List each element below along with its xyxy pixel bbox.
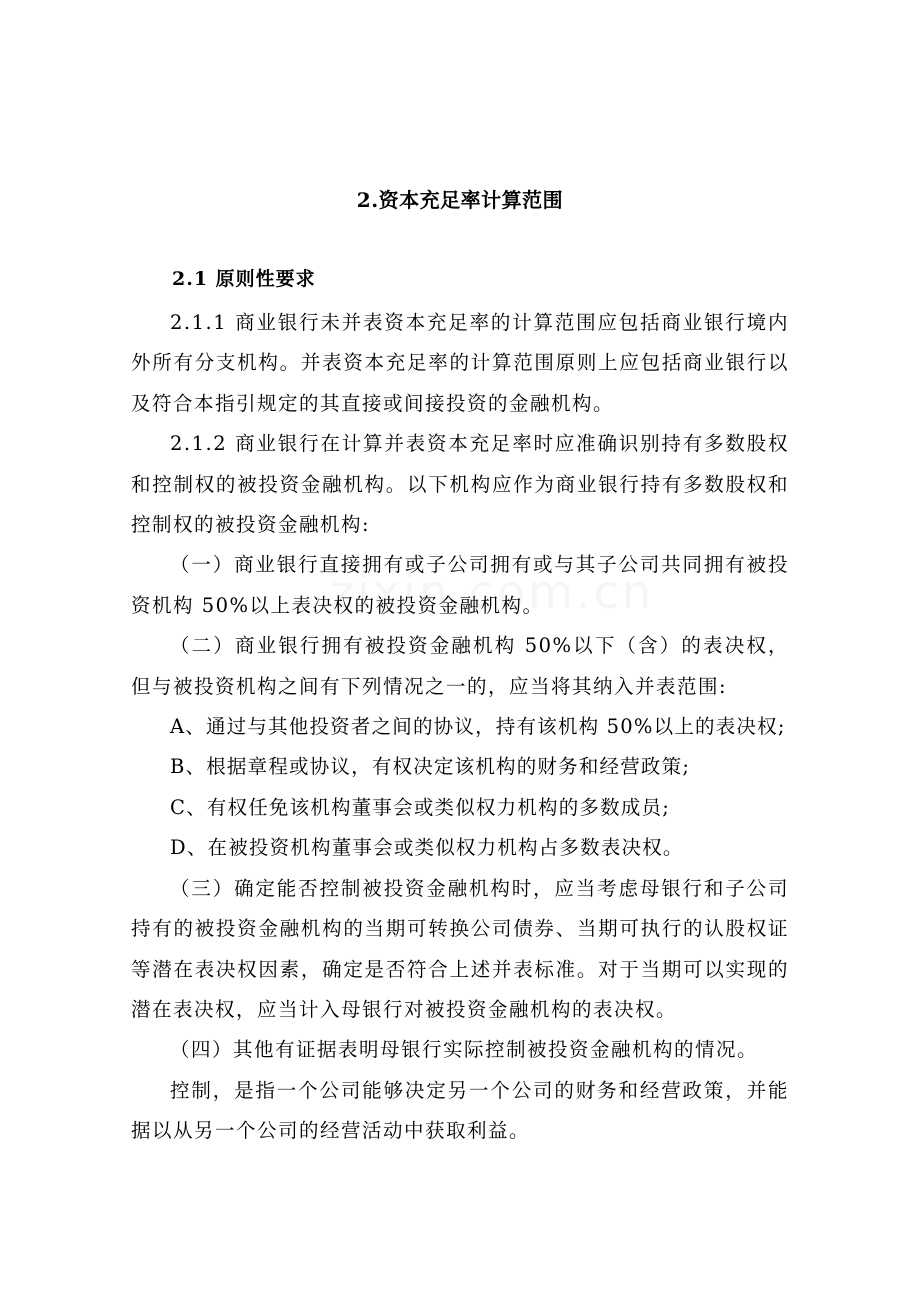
list-item-d: D、在被投资机构董事会或类似权力机构占多数表决权。 <box>170 836 684 860</box>
page-title: 2.资本充足率计算范围 <box>356 188 564 212</box>
paragraph-item-4: （四）其他有证据表明母银行实际控制被投资金融机构的情况。 <box>170 1038 759 1062</box>
paragraph-2-1-2: 2.1.2 商业银行在计算并表资本充足率时应准确识别持有多数股权和控制权的被投资金融机构。以下机构应作为商业银行持有多数股权和控制权的被投资金融机构: <box>131 432 789 537</box>
list-item-b: B、根据章程或协议，有权决定该机构的财务和经营政策; <box>170 755 691 779</box>
paragraph-item-3: （三）确定能否控制被投资金融机构时，应当考虑母银行和子公司持有的被投资金融机构的当期可转换公司债券、当期可执行的认股权证等潜在表决权因素，确定是否符合上述并表标准。对于当期可以实现的潜在表决权，应当计入母银行对被投资金融机构的表决权。 <box>131 876 789 1021</box>
paragraph-2-1-1: 2.1.1 商业银行未并表资本充足率的计算范围应包括商业银行境内外所有分支机构。并表资本充足率的计算范围原则上应包括商业银行以及符合本指引规定的其直接或间接投资的金融机构。 <box>131 311 789 415</box>
paragraph-item-2: （二）商业银行拥有被投资金融机构 50%以下（含）的表决权，但与被投资机构之间有下列情况之一的，应当将其纳入并表范围: <box>131 634 789 698</box>
paragraph-item-1: （一）商业银行直接拥有或子公司拥有或与其子公司共同拥有被投资机构 50%以上表决权的被投资金融机构。 <box>131 553 789 617</box>
list-item-a: A、通过与其他投资者之间的协议，持有该机构 50%以上的表决权; <box>170 715 786 739</box>
section-heading: 2.1 原则性要求 <box>172 268 316 290</box>
paragraph-control-definition: 控制，是指一个公司能够决定另一个公司的财务和经营政策，并能据以从另一个公司的经营活动中获取利益。 <box>131 1078 789 1143</box>
list-item-c: C、有权任免该机构董事会或类似权力机构的多数成员; <box>170 795 670 819</box>
body-text <box>131 303 789 1152</box>
